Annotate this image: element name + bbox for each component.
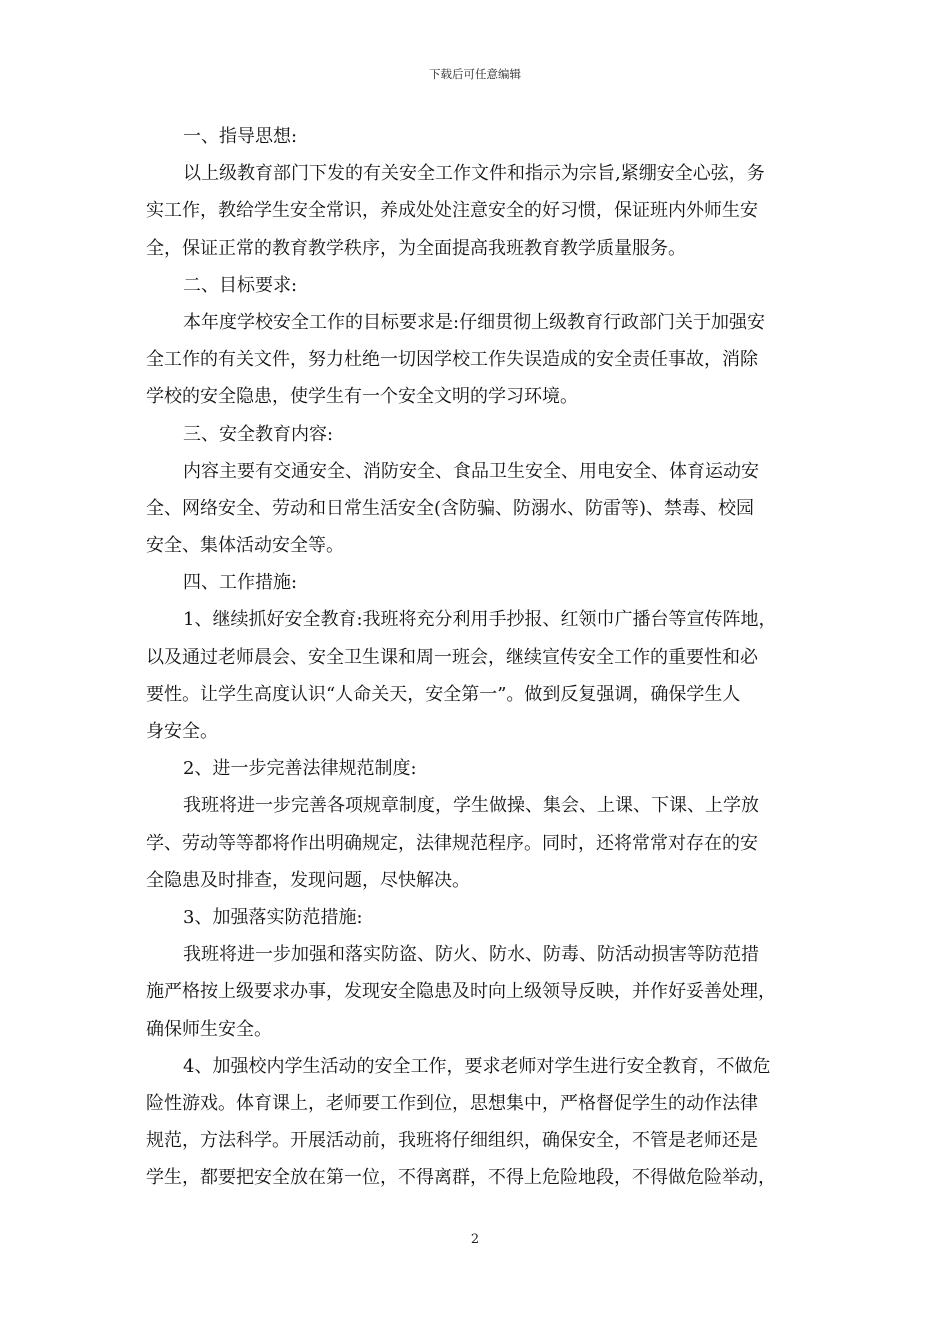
- text-line: 以上级教育部门下发的有关安全工作文件和指示为宗旨,紧绷安全心弦，务: [183, 163, 765, 185]
- page-number: 2: [470, 1232, 480, 1247]
- text-line: 学生，都要把安全放在第一位，不得离群，不得上危险地段，不得做危险举动，: [146, 1167, 776, 1189]
- text-line: 2、进一步完善法律规范制度:: [183, 758, 417, 780]
- text-line: 三、安全教育内容:: [183, 423, 334, 445]
- text-line: 身安全。: [146, 721, 218, 742]
- text-line: 四、工作措施:: [183, 572, 298, 594]
- text-line: 学校的安全隐患，使学生有一个安全文明的学习环境。: [146, 386, 578, 408]
- text-line: 我班将进一步加强和落实防盗、防火、防水、防毒、防活动损害等防范措: [183, 944, 759, 966]
- header-note: 下载后可任意编辑: [429, 67, 521, 81]
- text-line: 学、劳动等等都将作出明确规定，法律规范程序。同时，还将常常对存在的安: [146, 832, 758, 854]
- text-line: 安全、集体活动安全等。: [146, 535, 344, 557]
- text-line: 全隐患及时排查，发现问题，尽快解决。: [146, 869, 470, 891]
- text-line: 确保师生安全。: [146, 1018, 272, 1040]
- text-line: 险性游戏。体育课上，老师要工作到位，思想集中，严格督促学生的动作法律: [146, 1092, 758, 1114]
- text-line: 我班将进一步完善各项规章制度，学生做操、集会、上课、下课、上学放: [183, 795, 759, 817]
- text-line: 二、目标要求:: [183, 274, 298, 296]
- text-line: 本年度学校安全工作的目标要求是:仔细贯彻上级教育行政部门关于加强安: [183, 311, 766, 333]
- text-line: 全，保证正常的教育教学秩序，为全面提高我班教育教学质量服务。: [146, 237, 686, 259]
- text-line: 实工作，教给学生安全常识，养成处处注意安全的好习惯，保证班内外师生安: [146, 200, 758, 222]
- text-line: 内容主要有交通安全、消防安全、食品卫生安全、用电安全、体育运动安: [183, 460, 759, 482]
- text-line: 1、继续抓好安全教育:我班将充分利用手抄报、红领巾广播台等宣传阵地，: [183, 609, 777, 631]
- text-line: 3、加强落实防范措施:: [183, 906, 363, 928]
- text-line: 全、网络安全、劳动和日常生活安全(含防骗、防溺水、防雷等)、禁毒、校园: [146, 497, 755, 519]
- text-line: 施严格按上级要求办事，发现安全隐患及时向上级领导反映，并作好妥善处理，: [146, 981, 776, 1003]
- text-line: 4、加强校内学生活动的安全工作，要求老师对学生进行安全教育，不做危: [183, 1055, 771, 1077]
- text-line: 以及通过老师晨会、安全卫生课和周一班会，继续宣传安全工作的重要性和必: [146, 646, 758, 668]
- document-body: [146, 118, 806, 1196]
- text-line: 要性。让学生高度认识“人命关天，安全第一”。做到反复强调，确保学生人: [146, 683, 741, 705]
- text-line: 全工作的有关文件，努力杜绝一切因学校工作失误造成的安全责任事故，消除: [146, 349, 758, 371]
- text-line: 规范，方法科学。开展活动前，我班将仔细组织，确保安全，不管是老师还是: [146, 1130, 758, 1152]
- text-line: 一、指导思想:: [183, 126, 298, 147]
